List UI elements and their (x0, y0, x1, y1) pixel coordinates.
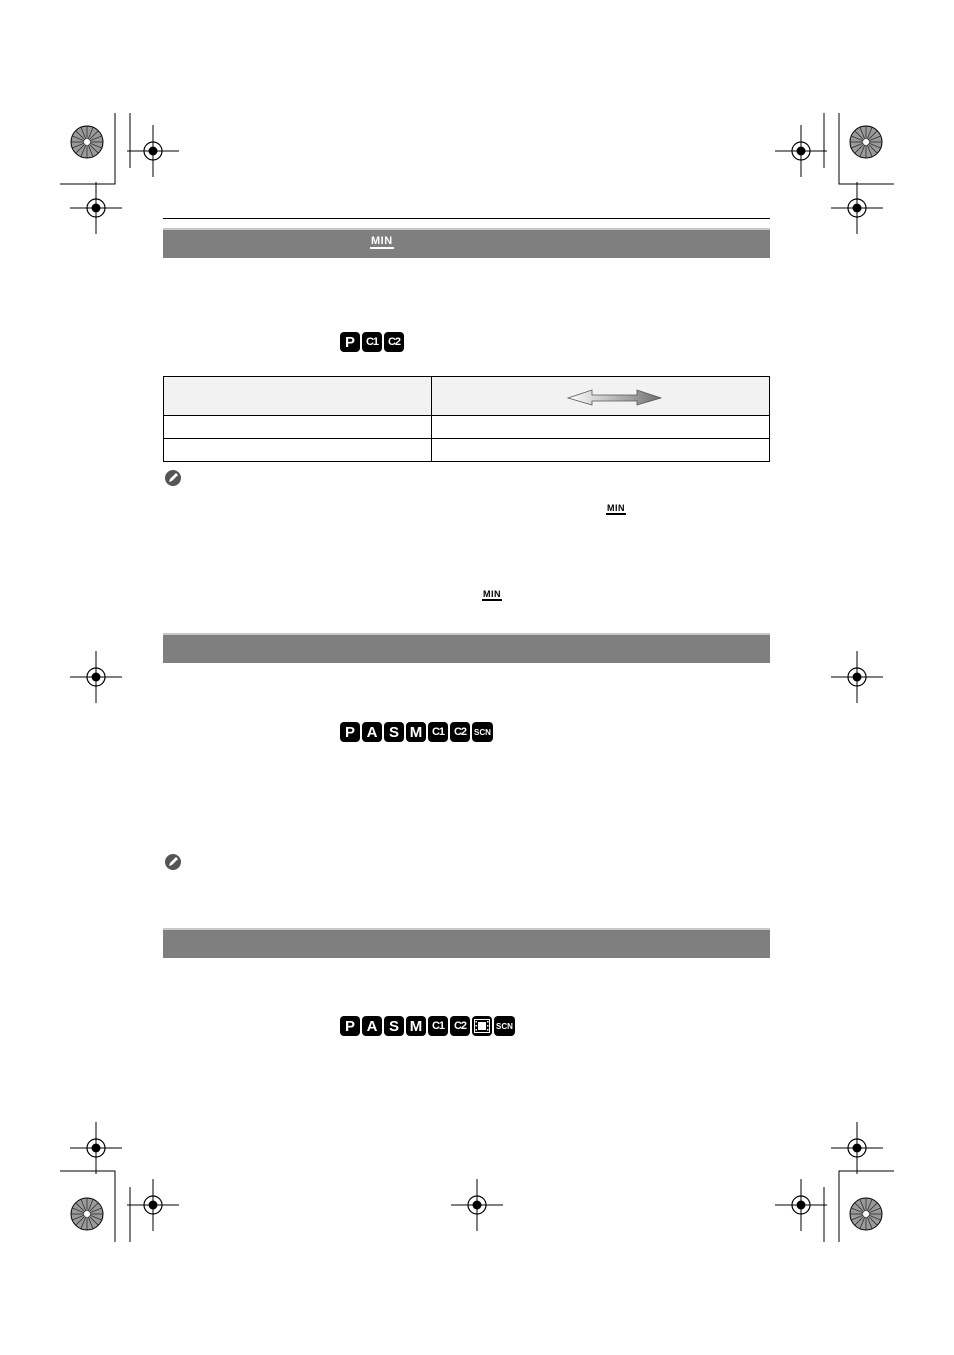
mode-a-icon: A (362, 1016, 382, 1036)
mode-p-icon: P (340, 1016, 360, 1036)
registration-cross-top-right (775, 125, 827, 177)
table-cell (164, 416, 432, 439)
mode-c2-icon: C2 (450, 722, 470, 742)
mode-c1-icon: C1 (362, 332, 382, 352)
mode-p-icon: P (340, 722, 360, 742)
mode-c1-icon: C1 (428, 1016, 448, 1036)
registration-cross-right-middle (831, 651, 883, 703)
registration-cross-left-upper (70, 182, 122, 234)
registration-cross-bottom-center (451, 1179, 503, 1231)
color-target-top-left (71, 126, 103, 158)
registration-cross-right-upper (831, 182, 883, 234)
applicable-modes-3 (340, 1016, 515, 1036)
table-row (164, 439, 770, 462)
color-target-bottom-right (850, 1198, 882, 1230)
registration-cross-left-lower (70, 1122, 122, 1174)
mode-scn-icon: SCN (494, 1016, 515, 1036)
color-target-top-right (850, 126, 882, 158)
table-row (164, 416, 770, 439)
table-header-cell (164, 377, 432, 416)
table-cell (432, 439, 770, 462)
mode-c1-icon: C1 (428, 722, 448, 742)
min-icon-inline-1: MIN (607, 503, 625, 513)
registration-cross-bottom-left (127, 1179, 179, 1231)
mode-c2-icon: C2 (384, 332, 404, 352)
mode-m-icon: M (406, 722, 426, 742)
registration-cross-right-lower (831, 1122, 883, 1174)
registration-cross-left-middle (70, 651, 122, 703)
pencil-note-icon (165, 854, 181, 870)
table-cell (164, 439, 432, 462)
applicable-modes-2 (340, 722, 493, 742)
section-3-heading-band (163, 930, 770, 958)
mode-c2-icon: C2 (450, 1016, 470, 1036)
table-header-row (164, 377, 770, 416)
section-2-heading-band (163, 635, 770, 663)
pencil-note-icon (165, 470, 181, 486)
settings-table (163, 376, 770, 462)
registration-cross-top-left (127, 125, 179, 177)
header-rule (163, 218, 770, 219)
min-icon-inline-2: MIN (483, 589, 501, 599)
mode-a-icon: A (362, 722, 382, 742)
registration-cross-bottom-right (775, 1179, 827, 1231)
color-target-bottom-left (71, 1198, 103, 1230)
mode-scn-icon: SCN (472, 722, 493, 742)
mode-p-icon: P (340, 332, 360, 352)
mode-s-icon: S (384, 1016, 404, 1036)
min-icon: MIN (371, 235, 393, 247)
table-cell (432, 416, 770, 439)
mode-m-icon: M (406, 1016, 426, 1036)
applicable-modes-1 (340, 332, 404, 352)
double-arrow-icon (432, 377, 769, 415)
table-header-cell (432, 377, 770, 416)
section-1-heading-band (163, 230, 770, 258)
mode-s-icon: S (384, 722, 404, 742)
film-icon (472, 1016, 492, 1036)
